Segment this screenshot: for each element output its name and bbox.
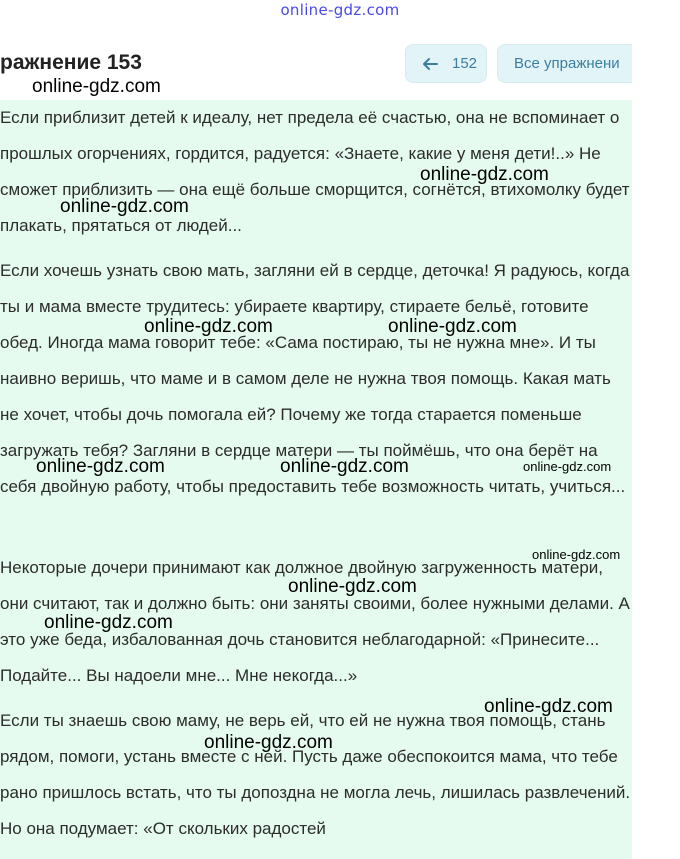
page-title: ражнение 153 — [0, 51, 142, 74]
watermark: online-gdz.com — [532, 547, 621, 562]
watermark: online-gdz.com — [388, 316, 517, 337]
paragraph: Если приблизит детей к идеалу, нет предела её счастью, она не вспоминает о прошлых огорчениях, гордится, радуется: «Знаете, какие у меня дети!..» Не сможет приблизить — она ещё больше сморщится, согнётся, втихомолку будет плакать, прятаться от людей... — [0, 108, 630, 235]
arrow-left-icon — [422, 57, 438, 71]
all-exercises-button[interactable] — [497, 44, 632, 83]
previous-exercise-label: 152 — [452, 55, 478, 72]
watermark: online-gdz.com — [420, 164, 549, 185]
watermark: online-gdz.com — [44, 612, 173, 633]
watermark: online-gdz.com — [60, 196, 189, 217]
watermark: online-gdz.com — [523, 459, 612, 474]
paragraph: Если хочешь узнать свою мать, загляни ей в сердце, деточка! Я радуюсь, когда ты и мама вместе трудитесь: убираете квартиру, стираете бельё, готовите обед. Иногда мама говорит тебе: «Сама постираю, ты не нужна мне». И ты наивно веришь, что маме и в самом деле не нужна твоя помощь. Какая мать не хочет, чтобы дочь помогала ей? Почему же тогда старается поменьше загружать тебя? Загляни в сердце матери — ты поймёшь, что она берёт на себя двойную работу, чтобы предоставить тебе возможность читать, учиться... — [0, 261, 630, 496]
watermark: online-gdz.com — [204, 732, 333, 753]
watermark: online-gdz.com — [36, 456, 165, 477]
site-link[interactable]: online-gdz.com — [280, 1, 400, 19]
paragraph: Некоторые дочери принимают как должное двойную загруженность матери, они считают, так и должно быть: они заняты своими, более нужными делами. А это уже беда, избалованная дочь становится неблагодарной: «Принесите... Подайте... Вы надоели мне... Мне некогда...» — [0, 558, 630, 685]
watermark: online-gdz.com — [144, 316, 273, 337]
watermark: online-gdz.com — [280, 456, 409, 477]
watermark: online-gdz.com — [484, 696, 613, 717]
paragraph: Если ты знаешь свою маму, не верь ей, что ей не нужна твоя помощь, стань рядом, помоги, устань вместе с ней. Пусть даже обеспокоится мама, что тебе рано пришлось встать, что ты допоздна не могла лечь, лишилась развлечений. Но она подумает: «От скольких радостей — [0, 711, 631, 838]
previous-exercise-button[interactable] — [405, 44, 487, 83]
watermark: online-gdz.com — [288, 576, 417, 597]
watermark: online-gdz.com — [32, 76, 161, 97]
all-exercises-label: Все упражнени — [514, 55, 620, 72]
